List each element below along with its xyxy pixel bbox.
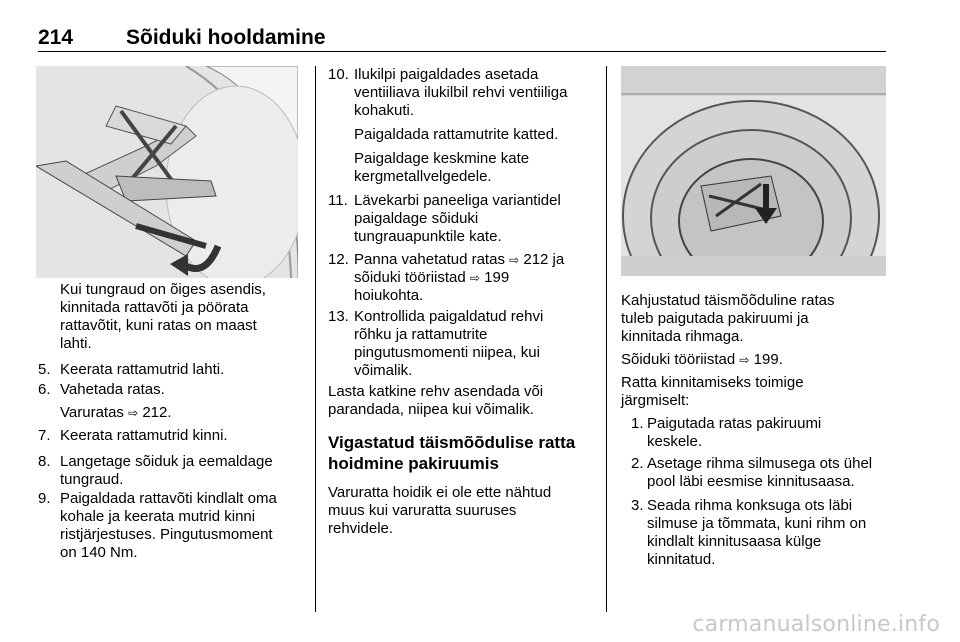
step-line-1: Paigaldada rattavõti kindlalt oma [60, 490, 277, 507]
section-heading-line-2: hoidmine pakiruumis [328, 454, 499, 473]
lead-line-4: lahti. [60, 335, 92, 352]
trunk-drawing [621, 66, 886, 276]
right-para-1-line-1: Kahjustatud täismõõduline ratas [621, 292, 835, 309]
jack-drawing [36, 66, 298, 278]
lead-line-1: Kui tungraud on õiges asendis, [60, 281, 266, 298]
reference-label: Sõiduki tööriistad [621, 351, 736, 368]
header-rule [38, 51, 886, 52]
step-number: 3. [631, 497, 644, 514]
lead-line-2: kinnitada rattavõti ja pöörata [60, 299, 249, 316]
lead-line-3: rattavõtit, kuni ratas on maast [60, 317, 257, 334]
step-number: 6. [38, 381, 51, 398]
right-para-1-line-2: tuleb paigutada pakiruumi ja [621, 310, 809, 327]
reference-arrow-icon: ⇨ [739, 353, 750, 367]
step-line-1: Paigutada ratas pakiruumi [647, 415, 822, 432]
section-title: Sõiduki hooldamine [126, 26, 326, 49]
step-text: Keerata rattamutrid lahti. [60, 361, 225, 378]
step-number: 2. [631, 455, 644, 472]
step-number: 10. [328, 66, 349, 83]
step-line-2: paigaldage sõiduki [354, 210, 479, 227]
step-text: Vahetada ratas. [60, 381, 165, 398]
step-line-2: silmuse ja tõmmata, kuni rihm on [647, 515, 867, 532]
step-line-1: Lävekarbi paneeliga variantidel [354, 192, 561, 209]
reference-page: 212. [142, 404, 172, 421]
step-line-2: rõhku ja rattamutrite [354, 326, 488, 343]
reference-arrow-icon: ⇨ [128, 406, 139, 420]
step-6-reference [60, 404, 172, 423]
step-line-4: võimalik. [354, 362, 413, 379]
step-10-center-cover-line-1: Paigaldage keskmine kate [354, 150, 530, 167]
step-line-1: Asetage rihma silmusega ots ühel [647, 455, 873, 472]
step-number: 8. [38, 453, 51, 470]
step-number: 13. [328, 308, 349, 325]
reference-page: 199 [484, 269, 510, 286]
page-header [38, 26, 886, 52]
step-number: 1. [631, 415, 644, 432]
section-para-line-1: Varuratta hoidik ei ole ette nähtud [328, 484, 552, 501]
step-number: 12. [328, 251, 349, 268]
right-para-2 [621, 351, 783, 370]
step-line-1 [354, 251, 564, 270]
section-para-line-2: muus kui varuratta suuruses [328, 502, 517, 519]
step-line-1: Langetage sõiduk ja eemaldage [60, 453, 273, 470]
after-note-line-1: Lasta katkine rehv asendada või [328, 383, 544, 400]
step-line-3: kindlalt kinnitusaasa külge [647, 533, 822, 550]
step-line-1: Ilukilpi paigaldades asetada [354, 66, 539, 83]
step-line-2 [354, 269, 509, 288]
step-line-3: pingutusmomenti niipea, kui [354, 344, 540, 361]
page-number: 214 [38, 26, 74, 49]
reference-page: 199. [753, 351, 783, 368]
right-para-3-line-1: Ratta kinnitamiseks toimige [621, 374, 804, 391]
step-line-2: pool läbi eesmise kinnitusaasa. [647, 473, 855, 490]
step-text: sõiduki tööriistad [354, 269, 466, 286]
step-line-3: ristjärjestuses. Pingutusmoment [60, 526, 273, 543]
section-heading-line-1: Vigastatud täismõõdulise ratta [328, 433, 576, 452]
step-line-2: tungraud. [60, 471, 124, 488]
section-para-line-3: rehvidele. [328, 520, 394, 537]
reference-arrow-icon: ⇨ [469, 271, 480, 285]
column-divider-left [315, 66, 316, 612]
reference-arrow-icon: ⇨ [509, 253, 520, 267]
step-text: Panna vahetatud ratas [354, 251, 505, 268]
step-line-2: ventiiliava ilukilbil rehvi ventiiliga [354, 84, 568, 101]
step-line-2: keskele. [647, 433, 703, 450]
reference-label: Varuratas [60, 404, 124, 421]
column-divider-right [606, 66, 607, 612]
step-line-4: on 140 Nm. [60, 544, 138, 561]
after-note-line-2: parandada, niipea kui võimalik. [328, 401, 534, 418]
step-number: 9. [38, 490, 51, 507]
step-number: 5. [38, 361, 51, 378]
step-10-center-cover-line-2: kergmetallvelgedele. [354, 168, 492, 185]
step-line-1: Seada rihma konksuga ots läbi [647, 497, 853, 514]
reference-page: 212 ja [523, 251, 565, 268]
step-10-cover-text: Paigaldada rattamutrite katted. [354, 126, 559, 143]
jack-illustration [36, 66, 298, 278]
step-text: Keerata rattamutrid kinni. [60, 427, 228, 444]
step-number: 11. [328, 192, 348, 209]
step-line-3: tungrauapunktile kate. [354, 228, 502, 245]
right-para-3-line-2: järgmiselt: [621, 392, 690, 409]
step-line-1: Kontrollida paigaldatud rehvi [354, 308, 544, 325]
step-number: 7. [38, 427, 51, 444]
step-line-3: kohakuti. [354, 102, 415, 119]
right-para-1-line-3: kinnitada rihmaga. [621, 328, 744, 345]
trunk-wheel-illustration [621, 66, 886, 276]
step-line-4: kinnitatud. [647, 551, 716, 568]
step-line-3: hoiukohta. [354, 287, 424, 304]
step-line-2: kohale ja keerata mutrid kinni [60, 508, 256, 525]
watermark: carmanualsonline.info [692, 612, 940, 637]
